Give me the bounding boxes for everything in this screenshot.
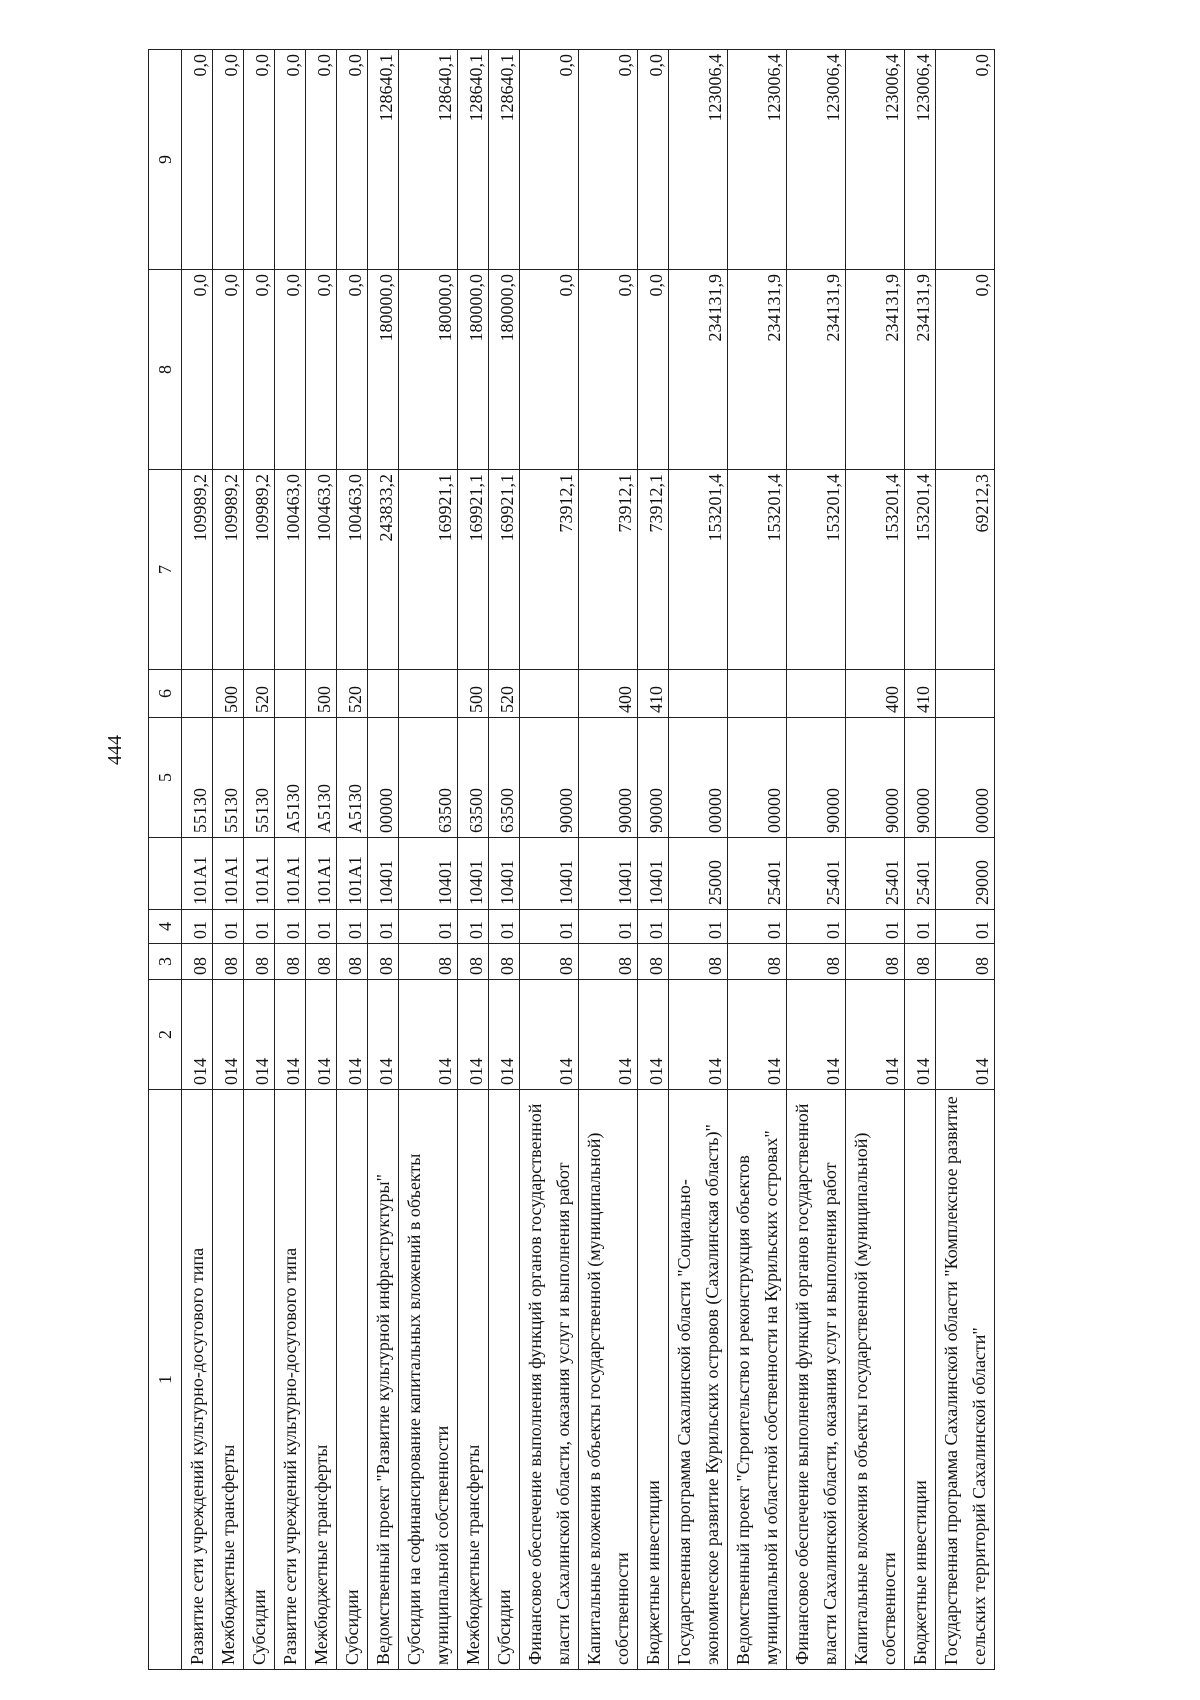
col-4-code: 01 — [905, 910, 936, 944]
column-header: 3 — [149, 944, 182, 980]
col-9-value: 0,0 — [182, 50, 213, 270]
col-5-code: 63500 — [458, 718, 489, 838]
col-3-code: 08 — [846, 944, 905, 980]
col-6-code: 500 — [306, 670, 337, 718]
col-6-code: 520 — [244, 670, 275, 718]
row-name: Капитальные вложения в объекты государственной (муниципальной) собственности — [846, 1090, 905, 1670]
row-name: Межбюджетные трансферты — [306, 1090, 337, 1670]
col-3-code: 08 — [399, 944, 458, 980]
col-9-value: 0,0 — [244, 50, 275, 270]
col-5-code: 90000 — [787, 718, 846, 838]
table-row — [489, 50, 520, 1670]
col-4b-code: 25401 — [728, 838, 787, 910]
col-4-code: 01 — [638, 910, 669, 944]
col-4-code: 01 — [846, 910, 905, 944]
col-7-value: 109989,2 — [213, 470, 244, 670]
col-4-code: 01 — [306, 910, 337, 944]
page-number: 444 — [104, 735, 126, 765]
row-name: Государственная программа Сахалинской области "Комплексное развитие сельских территорий Сахалинской области" — [936, 1090, 995, 1670]
col-8-value: 234131,9 — [846, 270, 905, 470]
col-7-value: 243833,2 — [368, 470, 399, 670]
col-3-code: 08 — [213, 944, 244, 980]
col-5-code: 55130 — [182, 718, 213, 838]
col-3-code: 08 — [669, 944, 728, 980]
col-8-value: 0,0 — [213, 270, 244, 470]
col-4b-code: 10401 — [458, 838, 489, 910]
col-2-code: 014 — [489, 980, 520, 1090]
col-6-code — [399, 670, 458, 718]
col-9-value: 123006,4 — [905, 50, 936, 270]
col-8-value: 180000,0 — [399, 270, 458, 470]
col-7-value: 69212,3 — [936, 470, 995, 670]
col-9-value: 128640,1 — [399, 50, 458, 270]
col-4b-code: 29000 — [936, 838, 995, 910]
col-5-code: A5130 — [275, 718, 306, 838]
col-4b-code: 25000 — [669, 838, 728, 910]
col-9-value: 123006,4 — [669, 50, 728, 270]
col-4b-code: 101A1 — [337, 838, 368, 910]
col-7-value: 73912,1 — [579, 470, 638, 670]
col-2-code: 014 — [306, 980, 337, 1090]
col-4b-code: 10401 — [489, 838, 520, 910]
col-2-code: 014 — [399, 980, 458, 1090]
row-name: Межбюджетные трансферты — [458, 1090, 489, 1670]
budget-table-container — [148, 50, 1200, 1670]
col-8-value: 0,0 — [579, 270, 638, 470]
col-6-code — [520, 670, 579, 718]
col-2-code: 014 — [787, 980, 846, 1090]
col-3-code: 08 — [182, 944, 213, 980]
col-8-value: 0,0 — [182, 270, 213, 470]
col-7-value: 109989,2 — [244, 470, 275, 670]
table-row — [579, 50, 638, 1670]
col-9-value: 123006,4 — [846, 50, 905, 270]
col-3-code: 08 — [728, 944, 787, 980]
col-9-value: 128640,1 — [489, 50, 520, 270]
table-row — [399, 50, 458, 1670]
row-name: Ведомственный проект "Развитие культурной инфраструктуры" — [368, 1090, 399, 1670]
row-name: Ведомственный проект "Строительство и реконструкция объектов муниципальной и областной собственности на Курильских островах" — [728, 1090, 787, 1670]
table-row — [182, 50, 213, 1670]
table-row — [520, 50, 579, 1670]
col-3-code: 08 — [458, 944, 489, 980]
col-7-value: 73912,1 — [520, 470, 579, 670]
col-3-code: 08 — [489, 944, 520, 980]
col-7-value: 153201,4 — [728, 470, 787, 670]
col-9-value: 0,0 — [275, 50, 306, 270]
table-body — [182, 50, 995, 1670]
col-7-value: 100463,0 — [337, 470, 368, 670]
table-row — [275, 50, 306, 1670]
col-2-code: 014 — [520, 980, 579, 1090]
col-4b-code: 25401 — [787, 838, 846, 910]
col-6-code: 500 — [213, 670, 244, 718]
row-name: Бюджетные инвестиции — [905, 1090, 936, 1670]
col-8-value: 0,0 — [520, 270, 579, 470]
row-name: Государственная программа Сахалинской области "Социально-экономическое развитие Курильских островов (Сахалинская область)" — [669, 1090, 728, 1670]
col-9-value: 0,0 — [306, 50, 337, 270]
col-4-code: 01 — [458, 910, 489, 944]
col-2-code: 014 — [579, 980, 638, 1090]
col-8-value: 0,0 — [337, 270, 368, 470]
col-8-value: 234131,9 — [669, 270, 728, 470]
row-name: Субсидии — [244, 1090, 275, 1670]
col-5-code: 63500 — [489, 718, 520, 838]
col-4-code: 01 — [579, 910, 638, 944]
col-6-code — [728, 670, 787, 718]
col-9-value: 128640,1 — [368, 50, 399, 270]
col-6-code: 400 — [846, 670, 905, 718]
col-2-code: 014 — [337, 980, 368, 1090]
col-4b-code: 101A1 — [182, 838, 213, 910]
col-6-code: 520 — [337, 670, 368, 718]
col-4b-code: 101A1 — [306, 838, 337, 910]
col-2-code: 014 — [846, 980, 905, 1090]
col-4-code: 01 — [275, 910, 306, 944]
col-9-value: 0,0 — [520, 50, 579, 270]
col-7-value: 169921,1 — [489, 470, 520, 670]
col-4-code: 01 — [520, 910, 579, 944]
row-name: Субсидии — [337, 1090, 368, 1670]
col-2-code: 014 — [669, 980, 728, 1090]
col-5-code: 63500 — [399, 718, 458, 838]
col-4b-code: 10401 — [638, 838, 669, 910]
table-row — [936, 50, 995, 1670]
col-9-value: 0,0 — [579, 50, 638, 270]
col-4-code: 01 — [669, 910, 728, 944]
col-5-code: A5130 — [337, 718, 368, 838]
col-4b-code: 25401 — [905, 838, 936, 910]
col-4b-code: 10401 — [368, 838, 399, 910]
table-row — [213, 50, 244, 1670]
col-8-value: 0,0 — [306, 270, 337, 470]
col-4b-code: 25401 — [846, 838, 905, 910]
col-6-code — [368, 670, 399, 718]
column-header: 1 — [149, 1090, 182, 1670]
col-2-code: 014 — [275, 980, 306, 1090]
col-6-code: 400 — [579, 670, 638, 718]
col-4-code: 01 — [182, 910, 213, 944]
col-2-code: 014 — [213, 980, 244, 1090]
col-3-code: 08 — [579, 944, 638, 980]
column-header: 6 — [149, 670, 182, 718]
table-header-row — [149, 50, 182, 1670]
col-7-value: 153201,4 — [787, 470, 846, 670]
col-7-value: 169921,1 — [399, 470, 458, 670]
col-9-value: 0,0 — [337, 50, 368, 270]
col-6-code — [787, 670, 846, 718]
row-name: Субсидии на софинансирование капитальных вложений в объекты муниципальной собственности — [399, 1090, 458, 1670]
col-4-code: 01 — [337, 910, 368, 944]
col-4-code: 01 — [368, 910, 399, 944]
column-header: 7 — [149, 470, 182, 670]
col-9-value: 128640,1 — [458, 50, 489, 270]
row-name: Финансовое обеспечение выполнения функций органов государственной власти Сахалинской области, оказания услуг и выполнения работ — [520, 1090, 579, 1670]
col-8-value: 0,0 — [936, 270, 995, 470]
col-5-code: 00000 — [368, 718, 399, 838]
col-5-code: 90000 — [638, 718, 669, 838]
row-name: Капитальные вложения в объекты государственной (муниципальной) собственности — [579, 1090, 638, 1670]
col-5-code: 00000 — [669, 718, 728, 838]
col-3-code: 08 — [905, 944, 936, 980]
col-7-value: 100463,0 — [275, 470, 306, 670]
col-4-code: 01 — [787, 910, 846, 944]
column-header: 5 — [149, 718, 182, 838]
col-8-value: 0,0 — [244, 270, 275, 470]
col-3-code: 08 — [337, 944, 368, 980]
col-2-code: 014 — [638, 980, 669, 1090]
col-9-value: 0,0 — [638, 50, 669, 270]
col-2-code: 014 — [728, 980, 787, 1090]
column-header: 4 — [149, 910, 182, 944]
col-7-value: 109989,2 — [182, 470, 213, 670]
col-5-code: A5130 — [306, 718, 337, 838]
col-4b-code: 10401 — [520, 838, 579, 910]
col-4b-code: 10401 — [579, 838, 638, 910]
table-row — [368, 50, 399, 1670]
col-8-value: 180000,0 — [368, 270, 399, 470]
table-row — [787, 50, 846, 1670]
col-2-code: 014 — [936, 980, 995, 1090]
table-row — [638, 50, 669, 1670]
col-8-value: 0,0 — [638, 270, 669, 470]
row-name: Финансовое обеспечение выполнения функций органов государственной власти Сахалинской области, оказания услуг и выполнения работ — [787, 1090, 846, 1670]
col-4b-code: 101A1 — [213, 838, 244, 910]
col-6-code — [669, 670, 728, 718]
row-name: Развитие сети учреждений культурно-досугового типа — [275, 1090, 306, 1670]
table-row — [458, 50, 489, 1670]
col-8-value: 234131,9 — [728, 270, 787, 470]
budget-table — [148, 49, 995, 1670]
col-8-value: 234131,9 — [787, 270, 846, 470]
col-6-code: 410 — [905, 670, 936, 718]
col-3-code: 08 — [244, 944, 275, 980]
row-name: Субсидии — [489, 1090, 520, 1670]
col-2-code: 014 — [244, 980, 275, 1090]
col-5-code: 55130 — [213, 718, 244, 838]
col-8-value: 0,0 — [275, 270, 306, 470]
col-9-value: 0,0 — [936, 50, 995, 270]
col-7-value: 100463,0 — [306, 470, 337, 670]
col-4-code: 01 — [489, 910, 520, 944]
col-8-value: 234131,9 — [905, 270, 936, 470]
col-6-code: 500 — [458, 670, 489, 718]
table-row — [905, 50, 936, 1670]
col-4-code: 01 — [936, 910, 995, 944]
col-5-code: 90000 — [905, 718, 936, 838]
col-2-code: 014 — [182, 980, 213, 1090]
col-6-code: 520 — [489, 670, 520, 718]
col-3-code: 08 — [787, 944, 846, 980]
col-7-value: 169921,1 — [458, 470, 489, 670]
col-4b-code: 10401 — [399, 838, 458, 910]
col-3-code: 08 — [936, 944, 995, 980]
col-4b-code: 101A1 — [244, 838, 275, 910]
col-7-value: 153201,4 — [846, 470, 905, 670]
col-7-value: 73912,1 — [638, 470, 669, 670]
col-5-code: 90000 — [846, 718, 905, 838]
col-3-code: 08 — [275, 944, 306, 980]
col-4-code: 01 — [213, 910, 244, 944]
col-6-code: 410 — [638, 670, 669, 718]
row-name: Развитие сети учреждений культурно-досугового типа — [182, 1090, 213, 1670]
col-6-code — [936, 670, 995, 718]
row-name: Межбюджетные трансферты — [213, 1090, 244, 1670]
col-3-code: 08 — [520, 944, 579, 980]
table-row — [846, 50, 905, 1670]
col-2-code: 014 — [458, 980, 489, 1090]
col-8-value: 180000,0 — [489, 270, 520, 470]
col-5-code: 55130 — [244, 718, 275, 838]
table-row — [244, 50, 275, 1670]
col-6-code — [275, 670, 306, 718]
column-header: 9 — [149, 50, 182, 270]
row-name: Бюджетные инвестиции — [638, 1090, 669, 1670]
col-9-value: 123006,4 — [728, 50, 787, 270]
col-7-value: 153201,4 — [905, 470, 936, 670]
col-5-code: 00000 — [728, 718, 787, 838]
col-4-code: 01 — [728, 910, 787, 944]
col-3-code: 08 — [638, 944, 669, 980]
col-8-value: 180000,0 — [458, 270, 489, 470]
column-header: 8 — [149, 270, 182, 470]
col-2-code: 014 — [905, 980, 936, 1090]
table-row — [669, 50, 728, 1670]
col-9-value: 123006,4 — [787, 50, 846, 270]
column-header: 2 — [149, 980, 182, 1090]
table-row — [337, 50, 368, 1670]
table-row — [306, 50, 337, 1670]
col-4-code: 01 — [399, 910, 458, 944]
col-5-code: 90000 — [520, 718, 579, 838]
column-header — [149, 838, 182, 910]
col-4b-code: 101A1 — [275, 838, 306, 910]
col-3-code: 08 — [306, 944, 337, 980]
col-6-code — [182, 670, 213, 718]
table-row — [728, 50, 787, 1670]
col-5-code: 90000 — [579, 718, 638, 838]
col-3-code: 08 — [368, 944, 399, 980]
col-4-code: 01 — [244, 910, 275, 944]
col-5-code: 00000 — [936, 718, 995, 838]
col-9-value: 0,0 — [213, 50, 244, 270]
col-7-value: 153201,4 — [669, 470, 728, 670]
col-2-code: 014 — [368, 980, 399, 1090]
